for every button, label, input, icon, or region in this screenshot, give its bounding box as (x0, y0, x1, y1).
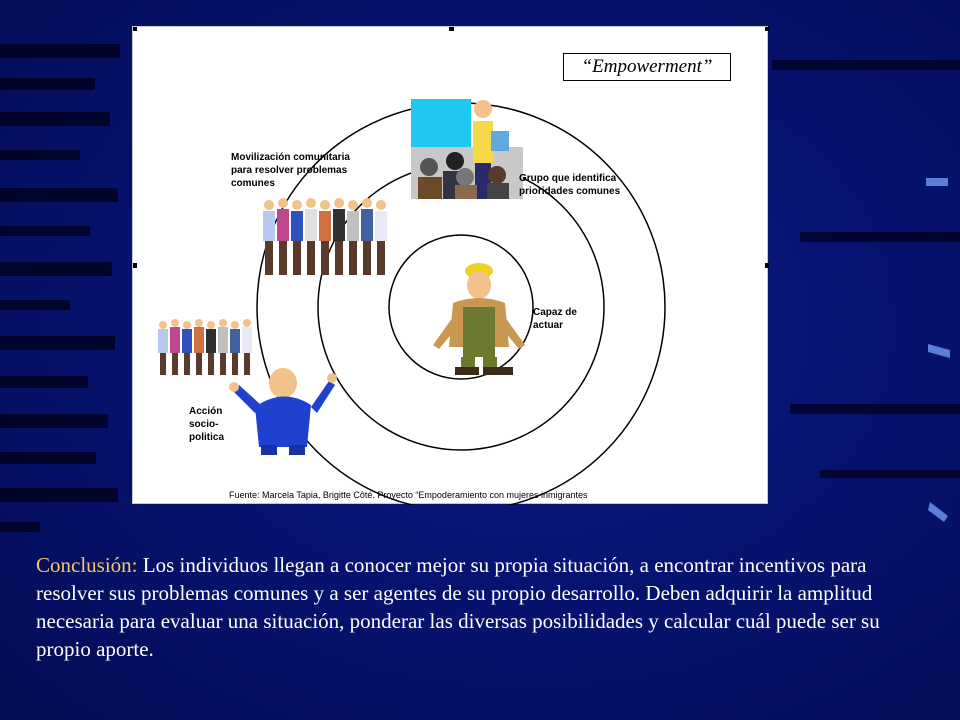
label-accion-sociopolitica: Acción socio- politica (189, 406, 225, 443)
politician-illustration (229, 368, 337, 455)
label-capaz-de-actuar: Capaz de actuar (533, 307, 577, 331)
outer-crowd (158, 319, 252, 375)
conclusion-heading: Conclusión: (36, 553, 138, 577)
community-crowd (263, 198, 387, 275)
label-movilizacion-comunitaria: Movilización comunitaria para resolver problemas comunes (231, 152, 350, 189)
label-grupo-prioridades: Grupo que identifica prioridades comunes (519, 173, 621, 197)
conclusion-paragraph (36, 551, 936, 663)
diagram-title: “Empowerment” (563, 53, 731, 81)
source-caption: Fuente: Marcela Tapia, Brigitte Côté. Proyecto “Empoderamiento con mujeres inmigrantes (229, 490, 588, 500)
empowerment-diagram (132, 26, 768, 504)
meeting-illustration (411, 99, 523, 199)
conclusion-text: Los individuos llegan a conocer mejor su propia situación, a encontrar incentivos para resolver sus problemas comunes y a ser agentes de su propio desarrollo. Deben adquirir la amplitud necesaria para evaluar una situación, ponderar las diversas posibilidades y calcular cuál puede ser su propio aporte. (36, 553, 880, 661)
diagram-canvas (133, 27, 769, 505)
